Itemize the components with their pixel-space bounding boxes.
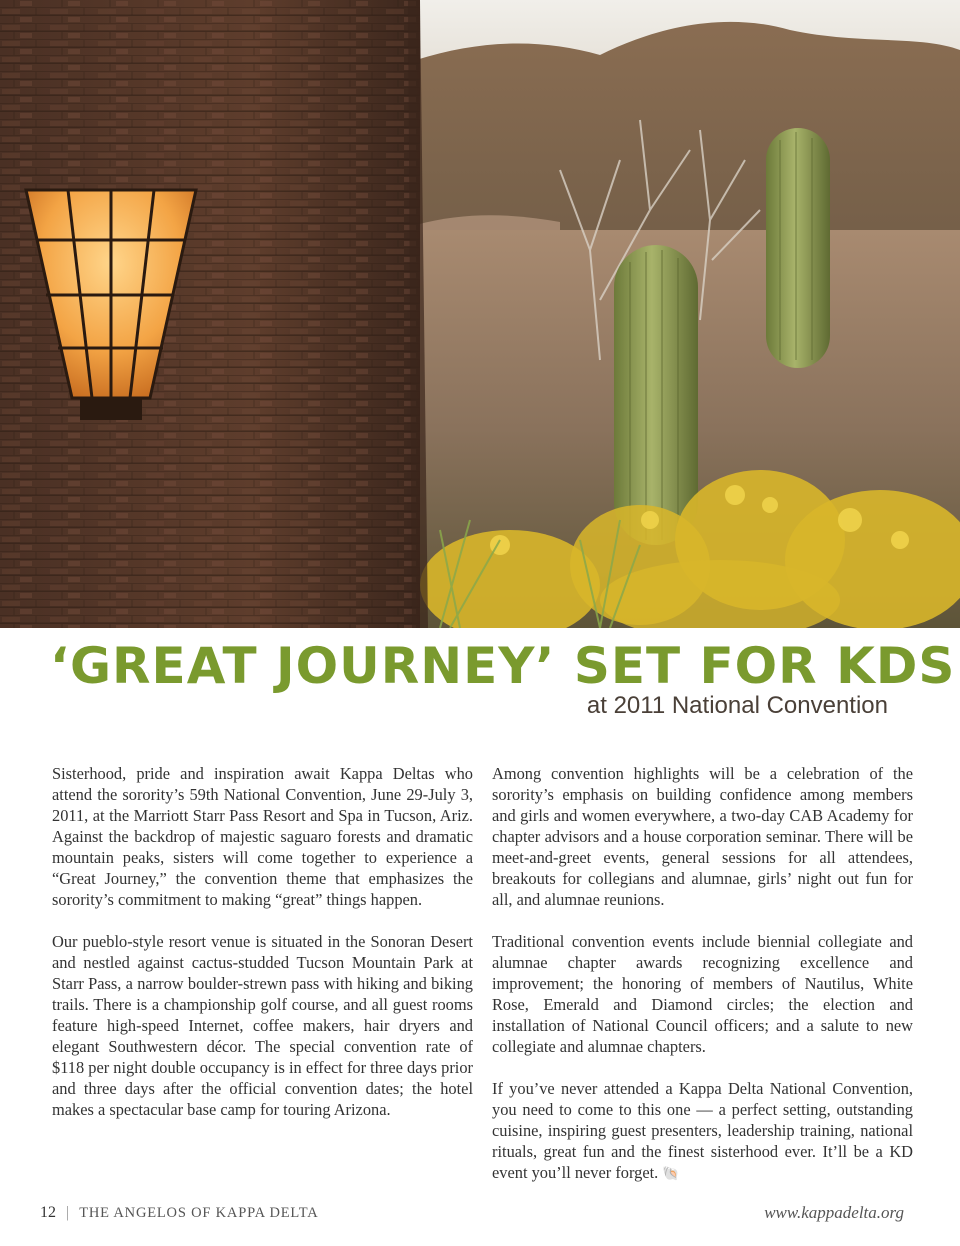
page-footer xyxy=(40,1200,904,1228)
nautilus-shell-icon: 🐚 xyxy=(662,1167,680,1182)
article-paragraph-text: If you’ve never attended a Kappa Delta National Convention, you need to come to this one — a perfect setting, outstanding cuisine, inspiring guest presenters, leadership training, national rituals, great fun and the finest sisterhood ever. It’ll be a KD event you’ll never forget. xyxy=(492,1079,913,1182)
article-paragraph: Traditional convention events include biennial collegiate and alumnae chapter awards recognizing excellence and improvement; the honoring of members of Nautilus, White Rose, Emerald and Diamond circles; the election and installation of National Council officers; and a salute to new collegiate and alumnae chapters. xyxy=(492,932,913,1056)
article-subhead: at 2011 National Convention xyxy=(586,692,888,719)
footer-separator: | xyxy=(66,1204,70,1221)
page-number: 12 xyxy=(40,1204,56,1221)
article-column-right xyxy=(492,763,913,1206)
article-paragraph-last xyxy=(492,1078,913,1185)
article-paragraph: Our pueblo-style resort venue is situated in the Sonoran Desert and nestled against cactus-studded Tucson Mountain Park at Starr Pass, a narrow boulder-strewn pass with hiking and biking trails. There is a championship golf course, and all guest rooms feature high-speed Internet, coffee makers, hair dryers and elegant Southwestern décor. The special convention rate of $118 per night double occupancy is in effect for three days prior and three days after the official convention dates; the hotel makes a spectacular base camp for touring Arizona. xyxy=(52,932,474,1119)
magazine-title: THE ANGELOS OF KAPPA DELTA xyxy=(79,1205,319,1221)
website-link[interactable]: www.kappadelta.org xyxy=(764,1203,904,1222)
article-column-left xyxy=(52,763,473,1141)
article-paragraph: Among convention highlights will be a celebration of the sorority’s emphasis on building confidence among members and girls and women everywhere, a two-day CAB Academy for chapter advisors and a house corporation seminar. There will be meet-and-greet events, general sessions for all attendees, breakouts for collegians and alumnae, girls’ night out fun for all, and alumnae reunions. xyxy=(492,764,913,909)
article-headline: ‘GREAT JOURNEY’ SET FOR KDS xyxy=(50,637,956,695)
footer-left xyxy=(40,1204,319,1222)
article-paragraph: Sisterhood, pride and inspiration await Kappa Deltas who attend the sorority’s 59th National Convention, June 29-July 3, 2011, at the Marriott Starr Pass Resort and Spa in Tucson, Ariz. Against the backdrop of majestic saguaro forests and dramatic mountain peaks, sisters will come together to experience a “Great Journey,” the convention theme that emphasizes the sorority’s commitment to making “great” things happen. xyxy=(52,764,473,909)
